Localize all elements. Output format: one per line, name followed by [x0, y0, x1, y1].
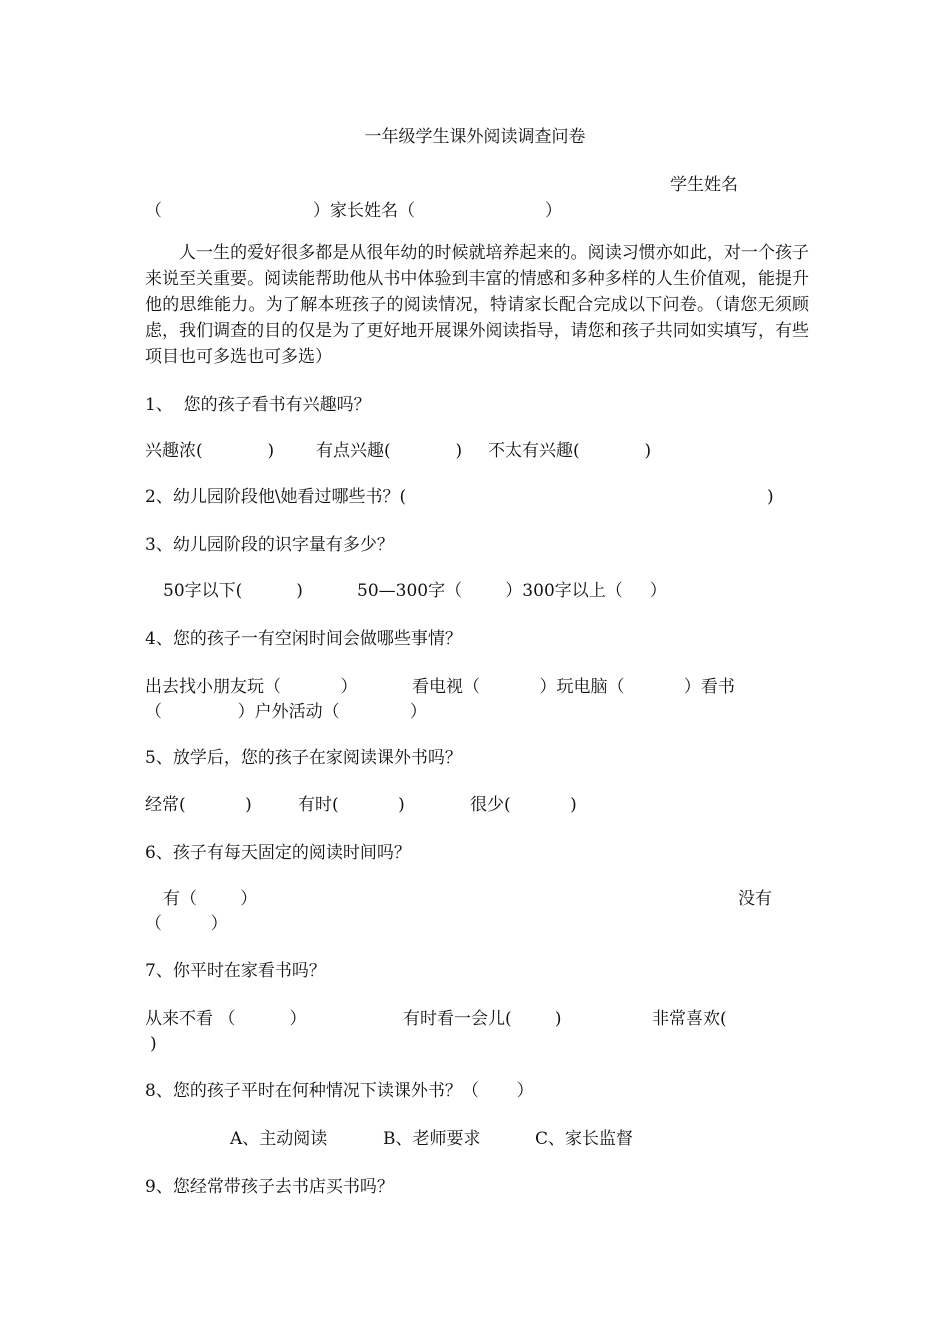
q8-option-b: B、老师要求 — [383, 1129, 481, 1149]
q2-question: 2、幼儿园阶段他\她看过哪些书？( — [145, 487, 407, 507]
q8-question: 8、您的孩子平时在何种情况下读课外书？（ ） — [145, 1081, 534, 1101]
q5-question: 5、放学后，您的孩子在家阅读课外书吗？ — [145, 748, 462, 768]
q6-question: 6、孩子有每天固定的阅读时间吗？ — [145, 843, 411, 863]
q8-option-a: A、主动阅读 — [230, 1129, 328, 1149]
parent-name-paren-close: ） — [545, 201, 562, 221]
student-name-label: 学生姓名 — [670, 175, 738, 195]
q4-option-outdoor: （ ）户外活动（ ） — [145, 702, 427, 722]
intro-paragraph: 人一生的爱好很多都是从很年幼的时候就培养起来的。阅读习惯亦如此，对一个孩子来说至关重要。阅读能帮助他从书中体验到丰富的情感和多种多样的人生价值观，能提升他的思维能力。为了解本班孩子的阅读情况，特请家长配合完成以下问卷。（请您无须顾虑，我们调查的目的仅是为了更好地开展课外阅读指导，请您和孩子共同如实填写，有些项目也可多选也可多选） — [145, 243, 809, 367]
q4-question: 4、您的孩子一有空闲时间会做哪些事情？ — [145, 629, 462, 649]
q4-option-tv-pc-book: 看电视（ ）玩电脑（ ）看书 — [412, 677, 735, 697]
survey-title: 一年级学生课外阅读调查问卷 — [364, 127, 586, 147]
q1-option-strong: 兴趣浓( ) — [145, 441, 275, 461]
q9-question: 9、您经常带孩子去书店买书吗？ — [145, 1177, 394, 1197]
q7-question: 7、你平时在家看书吗？ — [145, 961, 326, 981]
q1-option-some: 有点兴趣( ) — [316, 441, 463, 461]
q6-option-yes: 有（ ） — [163, 889, 258, 909]
q1-option-little: 不太有兴趣( ) — [488, 441, 652, 461]
q6-option-no-paren: （ ） — [145, 914, 228, 934]
q8-option-c: C、家长监督 — [535, 1129, 634, 1149]
student-name-paren-open: （ — [145, 201, 162, 221]
q6-option-no: 没有 — [738, 889, 772, 909]
q7-option-love-close: ) — [150, 1034, 157, 1054]
q4-option-friends: 出去找小朋友玩（ ） — [145, 677, 358, 697]
q1-question: 1、 您的孩子看书有兴趣吗？ — [145, 395, 371, 415]
q3-option-range: 50—300字（ ）300字以上（ ） — [357, 581, 667, 601]
q3-option-under50: 50字以下( ) — [163, 581, 303, 601]
q7-option-never: 从来不看 （ ） — [145, 1009, 307, 1029]
q2-paren-close: ) — [767, 487, 774, 507]
q7-option-love: 非常喜欢( — [652, 1009, 727, 1029]
parent-name-label: ）家长姓名（ — [313, 201, 415, 221]
q5-option-rarely: 很少( ) — [470, 795, 577, 815]
q3-question: 3、幼儿园阶段的识字量有多少？ — [145, 535, 394, 555]
q7-option-sometimes: 有时看一会儿( ) — [403, 1009, 562, 1029]
q5-option-often: 经常( ) — [145, 795, 252, 815]
q5-option-sometimes: 有时( ) — [298, 795, 405, 815]
